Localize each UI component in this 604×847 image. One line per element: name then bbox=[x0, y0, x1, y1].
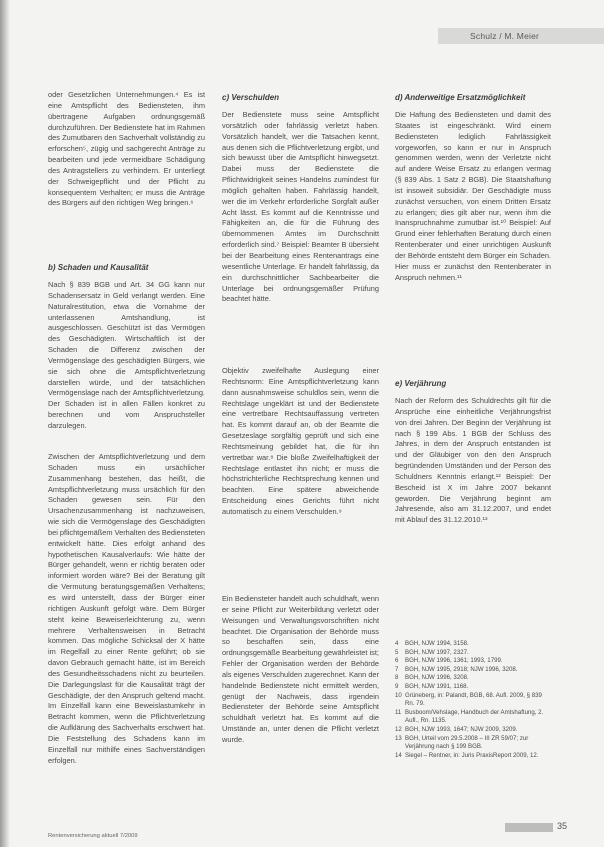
col1-paragraph-2: Nach § 839 BGB und Art. 34 GG kann nur Schadensersatz in Geld verlangt werden. Eine Naturalrestitution, etwa die Vornahme der unterlassenen Amtshandlung, ist ausgeschlossen. Geschützt ist das Vermögen des Geschädigten. Wirtschaftlich ist der Schaden die Differenz zwischen der Vermögenslage des geschädigten Bürgers, wie sie sich ohne die Amtspflichtverletzung darstellen würde, und der tatsächlichen Vermögenslage nach der Amtspflichtverletzung. Der Schaden ist in allen Fällen konkret zu berechnen und vom Anspruchsteller darzulegen. bbox=[48, 280, 205, 430]
col1-paragraph-1: oder Gesetzlichen Unternehmungen.⁴ Es ist eine Amtspflicht des Bediensteten, ihm übertragene Aufgaben ordnungsgemäß durchzuführen. Der Bedienstete hat im Rahmen des Zumutbaren den Sachverhalt vollständig zu erforschen⁵, zügig und sachgerecht Anträge zu bearbeiten und jede vermeidbare Schädigung des Antragstellers zu verhindern. Er unterliegt der Schweigepflicht und der Pflicht zu konsequentem Verhalten; er muss die Anträge des Bürgers auf den richtigen Weg bringen.⁶ bbox=[48, 90, 205, 208]
footnote-text: BGH, NJW 1991, 1168. bbox=[405, 682, 469, 690]
col3-paragraph-2: Nach der Reform des Schuldrechts gilt für die Ansprüche eine einheitliche Verjährungsfrist von drei Jahren. Der Beginn der Verjährung ist nach § 199 Abs. 1 BGB der Schluss des Jahres, in dem der Anspruch entstanden ist und der Gläubiger von den den Anspruch begründenden Umständen und der Person des Schuldners Kenntnis erlangt.¹² Beispiel: Der Bescheid ist X im Jahre 2007 bekannt geworden. Die Verjährung beginnt am Jahresende, also am 31.12.2007, und endet mit Ablauf des 31.12.2010.¹³ bbox=[395, 396, 551, 525]
footnote-number: 5 bbox=[395, 648, 399, 656]
footnote-text: BGH, NJW 1996, 1361; 1993, 1799. bbox=[405, 657, 503, 665]
col1-paragraph-3: Zwischen der Amtspflichtverletzung und dem Schaden muss ein ursächlicher Zusammenhang bestehen, das heißt, die Amtspflichtverletzung muss ursächlich für den Schaden gewesen sein. Für den Ursachenzusammenhang ist nachzuweisen, wie sich die Vermögenslage des Geschädigten bei pflichtgemäßem Verhalten des Bediensteten entwickelt hätte. Dies erfolgt anhand des hypothetischen Kausalverlaufs: Wie hätte der Bürger gehandelt, wenn er richtig beraten oder informiert worden wäre? Bei der Beratung gilt die Vermutung beratungsgemäßen Verhaltens; es wird unterstellt, dass der Bürger einer richtigen Auskunft gefolgt wäre. Dem Bürger steht keine Beweiserleichterung zu, wenn mehrere Verhaltensweisen in Betracht kommen. Das mögliche Schicksal der X hätte im Regelfall zu einer Rente geführt; ob sie davon Gebrauch gemacht hätte, ist im Bereich des Gesundheitsschadens nicht zu beurteilen. Die Darlegungslast für die Kausalität trägt der Geschädigte, der den Anspruch geltend macht. Im Einzelfall kann eine Beweislastumkehr in Betracht kommen, wenn die Pflichtverletzung die Aufklärung des Sachverhalts erschwert hat. Die Feststellung des Schadens kann im Einzelfall nur mithilfe eines Sachverständigen erfolgen. bbox=[48, 452, 205, 765]
footnote-number: 12 bbox=[395, 725, 402, 733]
footnote-number: 11 bbox=[395, 708, 402, 716]
footnote-number: 13 bbox=[395, 734, 402, 742]
footnote-number: 7 bbox=[395, 665, 399, 673]
col3-paragraph-1: Die Haftung des Bediensteten und damit des Staates ist eingeschränkt. Wird einem Bediensteten lediglich Fahrlässigkeit vorgeworfen, so kann er nur in Anspruch genommen werden, wenn der Verletzte nicht auf andere Weise Ersatz zu erlangen vermag (§ 839 Abs. 1 Satz 2 BGB). Die Staatshaftung ist insoweit subsidiär. Der Geschädigte muss zunächst versuchen, von einem Dritten Ersatz zu erlangen; dies gilt aber nur, wenn ihm die Inanspruchnahme zumutbar ist.¹⁰ Beispiel: Auf Grund einer fehlerhaften Beratung durch einen Rentenberater und einer unrichtigen Auskunft der Behörde entsteht dem Bürger ein Schaden. Hier muss er zunächst den Rentenberater in Anspruch nehmen.¹¹ bbox=[395, 110, 551, 282]
page-number-bar bbox=[505, 823, 553, 832]
footnote-number: 9 bbox=[395, 682, 399, 690]
section-heading-schaden: b) Schaden und Kausalität bbox=[48, 263, 149, 272]
footnotes bbox=[395, 640, 551, 805]
footnote-text: BGH, Urteil vom 29.5.2008 – III ZR 59/07; zur Verjährung nach § 199 BGB. bbox=[405, 734, 529, 751]
footnote-text: Siegel – Rentner, in: Juris PraxisReport 2009, 12. bbox=[405, 751, 539, 759]
footnote-text: BGH, NJW 1993, 1647; NJW 2009, 3209. bbox=[405, 725, 518, 733]
running-header-authors: Schulz / M. Meier bbox=[470, 31, 540, 41]
footnote bbox=[395, 666, 551, 675]
footnote-text: Grüneberg, in: Palandt, BGB, 68. Aufl. 2009, § 839 Rn. 79. bbox=[405, 691, 542, 708]
section-heading-verjaehrung: e) Verjährung bbox=[395, 379, 447, 388]
footnote-text: BGH, NJW 1996, 3208. bbox=[405, 674, 469, 682]
footnote bbox=[395, 726, 551, 735]
footnote bbox=[395, 657, 551, 666]
footnote-number: 6 bbox=[395, 657, 399, 665]
section-heading-verschulden: c) Verschulden bbox=[222, 93, 280, 102]
section-heading-ersatzmoeglichkeit: d) Anderweitige Ersatzmöglichkeit bbox=[395, 93, 526, 102]
footnote-text: Busboom/Vehslage, Handbuch der Amtshaftung, 2. Aufl., Rn. 1135. bbox=[405, 708, 544, 725]
footnote bbox=[395, 640, 551, 649]
footnote bbox=[395, 752, 551, 761]
footnote-number: 10 bbox=[395, 691, 402, 699]
footnote-number: 14 bbox=[395, 751, 402, 759]
footnote bbox=[395, 709, 551, 726]
footnote bbox=[395, 649, 551, 658]
footnote bbox=[395, 683, 551, 692]
col2-paragraph-3: Ein Bediensteter handelt auch schuldhaft, wenn er seine Pflicht zur Weiterbildung verletzt oder Weisungen und Verwaltungsvorschriften nicht beachtet. Die Organisation der Behörde muss so beschaffen sein, dass eine ordnungsgemäße Bearbeitung gewährleistet ist; Fehler der Organisation werden der Behörde als eigenes Verschulden zugerechnet. Kann der handelnde Bedienstete nicht ermittelt werden, genügt der Nachweis, dass irgendein Bediensteter der Behörde seine Amtspflicht schuldhaft verletzt hat. Es kommt auf die Umstände an, unter denen die Pflicht verletzt wurde. bbox=[222, 594, 379, 744]
col2-paragraph-1: Der Bedienstete muss seine Amtspflicht vorsätzlich oder fahrlässig verletzt haben. Vorsätzlich handelt, wer die Tatsachen kennt, aus denen sich die Pflichtverletzung ergibt, und sich bewusst über die Amtspflicht hinwegsetzt. Dabei muss der Bedienstete die Pflichtwidrigkeit seines Handelns zumindest für möglich gehalten haben. Fahrlässig handelt, wer die im Verkehr erforderliche Sorgfalt außer Acht lässt. Es kommt auf die Kenntnisse und Fähigkeiten an, die für die Führung des übernommenen Amtes im Durchschnitt erforderlich sind.⁷ Beispiel: Beamter B übersieht bei der Bearbeitung eines Rentenantrags eine wesentliche Unterlage. Er handelt fahrlässig, da ein durchschnittlicher Sachbearbeiter die Unterlage bei ordnungsgemäßer Prüfung beachtet hätte. bbox=[222, 110, 379, 304]
scan-edge-shadow bbox=[0, 0, 10, 847]
footnote-text: BGH, NJW 1994, 3158. bbox=[405, 640, 469, 647]
col2-paragraph-2: Objektiv zweifelhafte Auslegung einer Rechtsnorm: Eine Amtspflichtverletzung kann dann ausnahmsweise schuldlos sein, wenn die Rechtslage ungeklärt ist und der Bedienstete eine vertretbare Rechtsauffassung vertreten hat. Es kommt darauf an, ob der Beamte die Gesetzeslage sorgfältig geprüft und sich eine Rechtsmeinung gebildet hat, die für ihn vertretbar war.⁸ Die bloße Zweifelhaftigkeit der Rechtslage entlastet ihn nicht; er muss die höchstrichterliche Rechtsprechung kennen und beachten. Eine spätere abweichende Entscheidung eines Gerichts führt nicht automatisch zu einem Verschulden.⁹ bbox=[222, 366, 379, 516]
footnote bbox=[395, 692, 551, 709]
footnote bbox=[395, 674, 551, 683]
footer-journal-title: Rentenversicherung aktuell 7/2009 bbox=[48, 833, 138, 839]
footnote-text: BGH, NJW 1995, 2918; NJW 1996, 3208. bbox=[405, 665, 518, 673]
page-number: 35 bbox=[557, 821, 568, 831]
footnote-number: 4 bbox=[395, 640, 399, 647]
footnote-text: BGH, NJW 1997, 2327. bbox=[405, 648, 469, 656]
footnote-number: 8 bbox=[395, 674, 399, 682]
footnote bbox=[395, 735, 551, 752]
